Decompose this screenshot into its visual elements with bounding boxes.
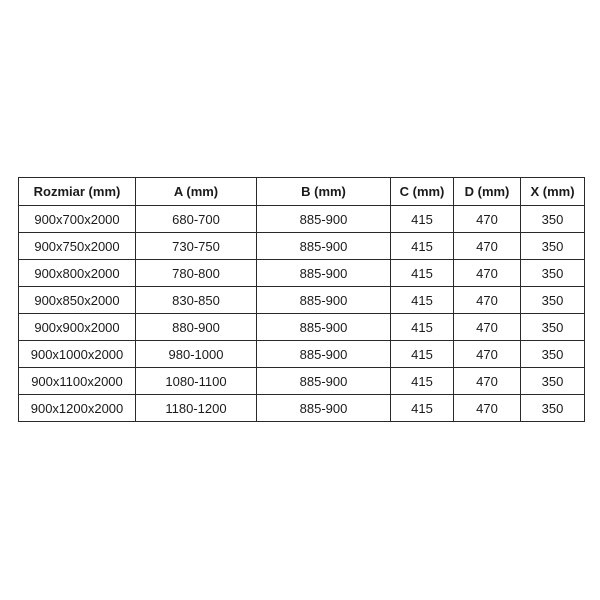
table-row xyxy=(19,341,585,368)
cell-d: 470 xyxy=(454,314,521,341)
header-size: Rozmiar (mm) xyxy=(19,178,136,206)
cell-size: 900x800x2000 xyxy=(19,260,136,287)
cell-x: 350 xyxy=(521,341,585,368)
table-row xyxy=(19,395,585,422)
cell-size: 900x700x2000 xyxy=(19,206,136,233)
cell-d: 470 xyxy=(454,206,521,233)
cell-x: 350 xyxy=(521,260,585,287)
cell-c: 415 xyxy=(391,368,454,395)
table-row xyxy=(19,206,585,233)
cell-c: 415 xyxy=(391,287,454,314)
cell-b: 885-900 xyxy=(257,287,391,314)
cell-size: 900x1000x2000 xyxy=(19,341,136,368)
cell-size: 900x750x2000 xyxy=(19,233,136,260)
cell-c: 415 xyxy=(391,341,454,368)
cell-b: 885-900 xyxy=(257,341,391,368)
cell-a: 830-850 xyxy=(136,287,257,314)
cell-a: 1080-1100 xyxy=(136,368,257,395)
cell-a: 730-750 xyxy=(136,233,257,260)
cell-d: 470 xyxy=(454,395,521,422)
header-a: A (mm) xyxy=(136,178,257,206)
cell-d: 470 xyxy=(454,260,521,287)
cell-x: 350 xyxy=(521,395,585,422)
cell-a: 780-800 xyxy=(136,260,257,287)
cell-d: 470 xyxy=(454,368,521,395)
cell-b: 885-900 xyxy=(257,368,391,395)
header-d: D (mm) xyxy=(454,178,521,206)
cell-a: 880-900 xyxy=(136,314,257,341)
cell-d: 470 xyxy=(454,233,521,260)
cell-c: 415 xyxy=(391,206,454,233)
cell-b: 885-900 xyxy=(257,206,391,233)
cell-x: 350 xyxy=(521,368,585,395)
table-row xyxy=(19,233,585,260)
cell-a: 980-1000 xyxy=(136,341,257,368)
dimensions-table xyxy=(18,177,585,422)
cell-c: 415 xyxy=(391,314,454,341)
header-c: C (mm) xyxy=(391,178,454,206)
cell-a: 680-700 xyxy=(136,206,257,233)
table-header-row xyxy=(19,178,585,206)
cell-d: 470 xyxy=(454,287,521,314)
cell-x: 350 xyxy=(521,314,585,341)
cell-x: 350 xyxy=(521,287,585,314)
table-row xyxy=(19,260,585,287)
cell-x: 350 xyxy=(521,233,585,260)
cell-b: 885-900 xyxy=(257,233,391,260)
cell-size: 900x850x2000 xyxy=(19,287,136,314)
cell-size: 900x1200x2000 xyxy=(19,395,136,422)
cell-size: 900x900x2000 xyxy=(19,314,136,341)
cell-a: 1180-1200 xyxy=(136,395,257,422)
cell-d: 470 xyxy=(454,341,521,368)
cell-b: 885-900 xyxy=(257,395,391,422)
cell-x: 350 xyxy=(521,206,585,233)
cell-c: 415 xyxy=(391,233,454,260)
cell-size: 900x1100x2000 xyxy=(19,368,136,395)
cell-c: 415 xyxy=(391,395,454,422)
cell-b: 885-900 xyxy=(257,260,391,287)
header-b: B (mm) xyxy=(257,178,391,206)
table-row xyxy=(19,368,585,395)
header-x: X (mm) xyxy=(521,178,585,206)
cell-b: 885-900 xyxy=(257,314,391,341)
table-row xyxy=(19,287,585,314)
cell-c: 415 xyxy=(391,260,454,287)
table-row xyxy=(19,314,585,341)
